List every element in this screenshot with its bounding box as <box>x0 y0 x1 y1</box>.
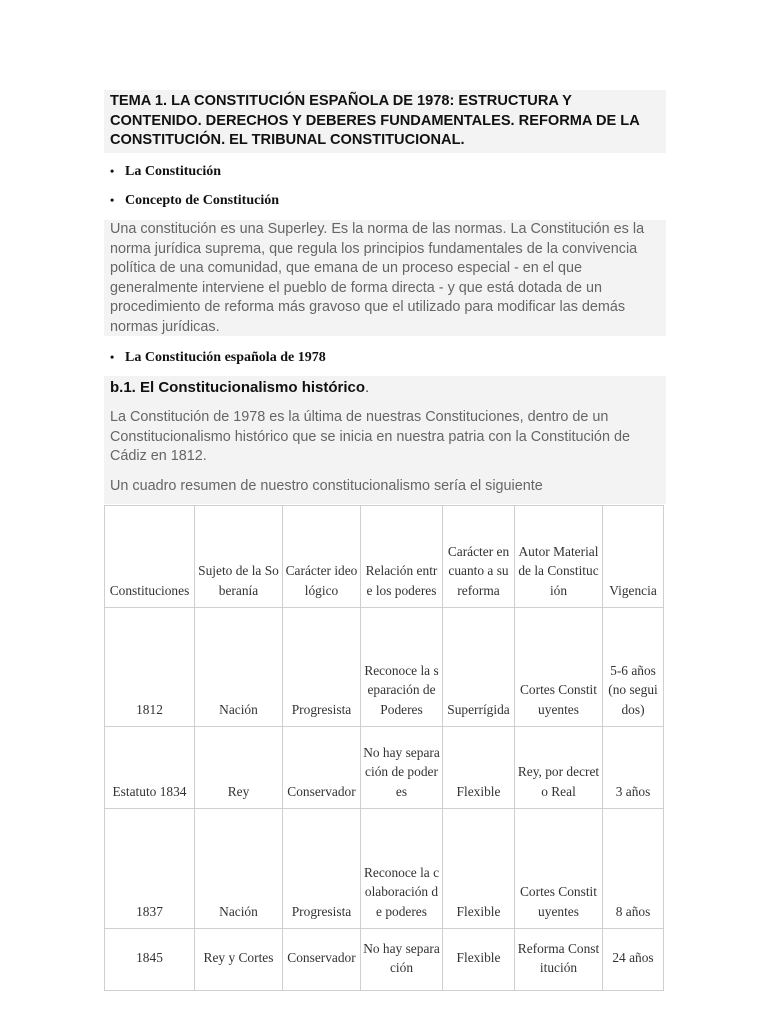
table-cell: Reconoce la separación de Poderes <box>361 608 443 727</box>
table-cell: No hay separación de poderes <box>361 727 443 809</box>
table-cell: Estatuto 1834 <box>105 727 195 809</box>
header-cell: Relación entre los poderes <box>361 506 443 608</box>
bullet-dot-icon: • <box>110 193 115 207</box>
header-cell: Autor Material de la Constitución <box>515 506 603 608</box>
table-cell: Reconoce la colaboración de poderes <box>361 809 443 929</box>
table-header-row <box>105 506 664 608</box>
table-cell: Superrígida <box>443 608 515 727</box>
table-row <box>105 608 664 727</box>
section-heading-tail: . <box>365 379 370 396</box>
table-row <box>105 727 664 809</box>
table-cell: 24 años <box>603 929 664 991</box>
table-cell: Rey y Cortes <box>195 929 283 991</box>
table-cell: 5-6 años (no seguidos) <box>603 608 664 727</box>
table-cell: Conservador <box>283 727 361 809</box>
bullet-constitucion-1978 <box>110 348 326 367</box>
bullet-la-constitucion <box>110 162 221 181</box>
table-row <box>105 809 664 929</box>
bullet-dot-icon: • <box>110 350 115 364</box>
table-cell: Nación <box>195 608 283 727</box>
table-cell: 1845 <box>105 929 195 991</box>
table-cell: 8 años <box>603 809 664 929</box>
table-cell: Flexible <box>443 929 515 991</box>
summary-line: Un cuadro resumen de nuestro constitucionalismo sería el siguiente <box>110 477 543 494</box>
table-cell: Cortes Constituyentes <box>515 608 603 727</box>
history-paragraph: La Constitución de 1978 es la última de nuestras Constituciones, dentro de un Constitucionalismo histórico que se inicia en nuestra patria con la Constitución de Cádiz en 1812. <box>110 409 630 464</box>
history-block <box>104 400 666 504</box>
document-title: TEMA 1. LA CONSTITUCIÓN ESPAÑOLA DE 1978: ESTRUCTURA Y CONTENIDO. DERECHOS Y DEBERES FUNDAMENTALES. REFORMA DE LA CONSTITUCIÓN. EL TRIBUNAL CONSTITUCIONAL. <box>104 90 666 153</box>
table-cell: Cortes Constituyentes <box>515 809 603 929</box>
table-cell: Nación <box>195 809 283 929</box>
table-cell: Conservador <box>283 929 361 991</box>
bullet-concepto <box>110 191 279 210</box>
concept-paragraph: Una constitución es una Superley. Es la norma de las normas. La Constitución es la norma jurídica suprema, que regula los principios fundamentales de la convivencia política de una comunidad, que emana de un proceso especial - en el que generalmente interviene el pueblo de forma directa - y que está dotada de un procedimiento de reforma más gravoso que el utilizado para modificar las demás normas jurídicas. <box>104 220 666 336</box>
bullet-label: La Constitución <box>125 164 222 179</box>
section-heading <box>104 376 666 400</box>
table-cell: Rey <box>195 727 283 809</box>
table-cell: Rey, por decreto Real <box>515 727 603 809</box>
table-cell: 1837 <box>105 809 195 929</box>
bullet-label: Concepto de Constitución <box>125 193 280 208</box>
header-cell: Vigencia <box>603 506 664 608</box>
table-cell: Reforma Constitución <box>515 929 603 991</box>
header-cell: Constituciones <box>105 506 195 608</box>
header-cell: Carácter ideológico <box>283 506 361 608</box>
table-cell: 3 años <box>603 727 664 809</box>
table-cell: Progresista <box>283 608 361 727</box>
table-cell: No hay separación <box>361 929 443 991</box>
bullet-label: La Constitución española de 1978 <box>125 350 326 365</box>
table-row <box>105 929 664 991</box>
table-cell: Flexible <box>443 727 515 809</box>
table-cell: Flexible <box>443 809 515 929</box>
table-cell: 1812 <box>105 608 195 727</box>
constitutions-table <box>104 505 664 991</box>
table-cell: Progresista <box>283 809 361 929</box>
header-cell: Carácter en cuanto a su reforma <box>443 506 515 608</box>
header-cell: Sujeto de la Soberanía <box>195 506 283 608</box>
section-heading-text: b.1. El Constitucionalismo histórico <box>110 379 366 396</box>
bullet-dot-icon: • <box>110 164 115 178</box>
